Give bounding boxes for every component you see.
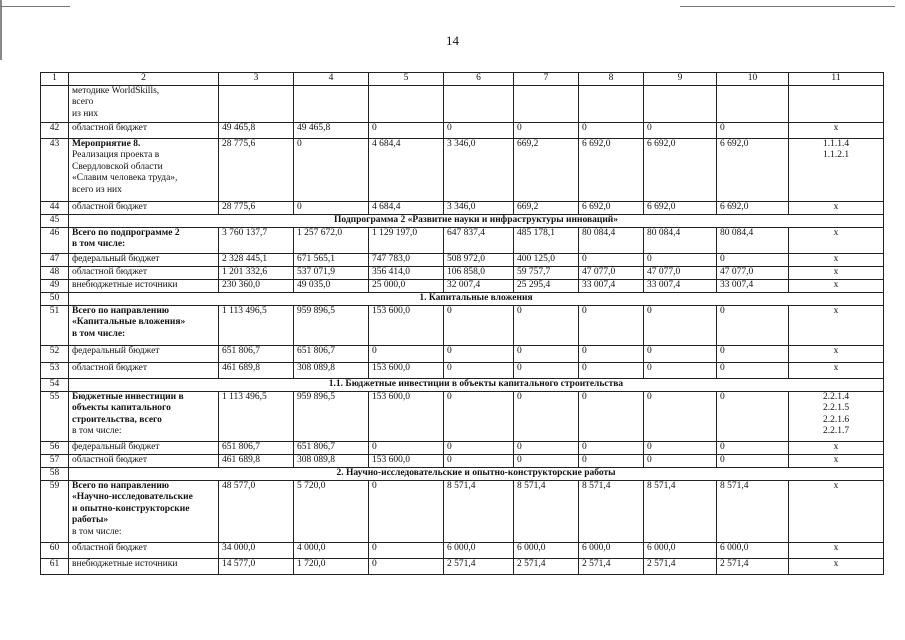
value-cell: 669,2 [514, 201, 579, 214]
row-label [69, 305, 219, 345]
value-cell: 47 077,0 [717, 266, 789, 279]
table-row [41, 480, 884, 542]
value-cell: 0 [444, 441, 514, 454]
value-cell: 0 [579, 441, 644, 454]
budget-table [40, 72, 884, 575]
value-cell [219, 85, 294, 122]
value-cell: 47 077,0 [579, 266, 644, 279]
row-number: 55 [41, 391, 69, 441]
row-number: 60 [41, 542, 69, 558]
value-cell: 49 465,8 [219, 122, 294, 138]
value-cell: 0 [514, 454, 579, 467]
row-label [69, 122, 219, 138]
value-cell: 0 [579, 122, 644, 138]
value-cell: 153 600,0 [369, 362, 444, 378]
value-cell: 0 [644, 441, 717, 454]
cell-line: областной бюджет [72, 266, 148, 277]
value-cell: 4 684,4 [369, 138, 444, 201]
header-row [41, 73, 884, 86]
value-cell: 0 [717, 362, 789, 378]
row-number: 53 [41, 362, 69, 378]
code-cell [789, 542, 884, 558]
row-number: 46 [41, 227, 69, 253]
row-number: 51 [41, 305, 69, 345]
value-cell: 3 346,0 [444, 201, 514, 214]
value-cell: 3 346,0 [444, 138, 514, 201]
row-number: 54 [41, 378, 69, 391]
value-cell: 400 125,0 [514, 253, 579, 266]
value-cell [644, 85, 717, 122]
value-cell: 1 720,0 [294, 558, 369, 574]
code-cell [789, 253, 884, 266]
value-cell: 0 [514, 305, 579, 345]
row-number: 44 [41, 201, 69, 214]
value-cell: 0 [579, 362, 644, 378]
page-number: 14 [446, 33, 459, 48]
value-cell: 0 [579, 454, 644, 467]
cell-line: 2.2.1.4 [822, 391, 850, 402]
value-cell: 230 360,0 [219, 279, 294, 292]
table-row [41, 253, 884, 266]
table-row [41, 85, 884, 122]
value-cell: 8 571,4 [717, 480, 789, 542]
value-cell: 651 806,7 [219, 441, 294, 454]
row-label [69, 454, 219, 467]
value-cell [514, 85, 579, 122]
section-row [41, 378, 884, 391]
table-row [41, 441, 884, 454]
cell-line: областной бюджет [72, 542, 148, 553]
value-cell: 2 571,4 [579, 558, 644, 574]
value-cell: 28 775,6 [219, 138, 294, 201]
value-cell: 1 257 672,0 [294, 227, 369, 253]
value-cell: 6 692,0 [644, 201, 717, 214]
row-number: 58 [41, 467, 69, 480]
value-cell: 0 [514, 122, 579, 138]
row-number: 47 [41, 253, 69, 266]
cell-line: «Капитальные вложения» [72, 317, 186, 327]
row-label [69, 227, 219, 253]
table-row [41, 305, 884, 345]
code-cell [789, 227, 884, 253]
value-cell [444, 85, 514, 122]
value-cell: 5 720,0 [294, 480, 369, 542]
value-cell: 356 414,0 [369, 266, 444, 279]
cell-line: областной бюджет [72, 454, 148, 465]
section-title: 2. Научно-исследовательские и опытно-конструкторские работы [69, 467, 884, 480]
value-cell [579, 85, 644, 122]
cell-line: x [833, 362, 839, 373]
value-cell: 153 600,0 [369, 391, 444, 441]
table-row [41, 266, 884, 279]
row-label [69, 85, 219, 122]
value-cell: 0 [444, 345, 514, 362]
row-number: 59 [41, 480, 69, 542]
row-number: 42 [41, 122, 69, 138]
row-label [69, 542, 219, 558]
value-cell: 647 837,4 [444, 227, 514, 253]
value-cell: 0 [717, 122, 789, 138]
cell-line: федеральный бюджет [72, 253, 160, 264]
value-cell: 0 [644, 454, 717, 467]
scan-edge-mark [0, 0, 2, 60]
value-cell: 2 571,4 [644, 558, 717, 574]
value-cell: 0 [444, 391, 514, 441]
cell-line: x [833, 454, 839, 465]
value-cell: 537 071,9 [294, 266, 369, 279]
cell-line: Всего по направлению [72, 305, 170, 316]
value-cell: 671 565,1 [294, 253, 369, 266]
value-cell: 80 084,4 [579, 227, 644, 253]
value-cell: 25 295,4 [514, 279, 579, 292]
value-cell: 14 577,0 [219, 558, 294, 574]
table-row [41, 345, 884, 362]
row-label [69, 480, 219, 542]
table-row [41, 122, 884, 138]
row-number [41, 85, 69, 122]
row-label [69, 266, 219, 279]
value-cell: 0 [579, 391, 644, 441]
value-cell: 651 806,7 [294, 441, 369, 454]
row-label [69, 441, 219, 454]
cell-line: «Научно-исследовательские [72, 492, 193, 502]
cell-line: x [833, 305, 839, 316]
cell-line: «Славим человека труда», [72, 173, 178, 183]
section-row [41, 467, 884, 480]
value-cell: 0 [369, 345, 444, 362]
cell-line: 2.2.1.6 [822, 414, 850, 425]
value-cell: 959 896,5 [294, 305, 369, 345]
value-cell: 485 178,1 [514, 227, 579, 253]
value-cell: 8 571,4 [644, 480, 717, 542]
value-cell: 1 129 197,0 [369, 227, 444, 253]
cell-line: из них [72, 108, 99, 119]
value-cell: 6 692,0 [644, 138, 717, 201]
value-cell: 0 [717, 454, 789, 467]
cell-line: в том числе: [72, 426, 122, 436]
row-number: 61 [41, 558, 69, 574]
value-cell: 0 [579, 345, 644, 362]
code-cell [789, 454, 884, 467]
value-cell: 2 328 445,1 [219, 253, 294, 266]
value-cell: 747 783,0 [369, 253, 444, 266]
value-cell: 33 007,4 [644, 279, 717, 292]
value-cell: 6 692,0 [717, 201, 789, 214]
table-row [41, 542, 884, 558]
row-label [69, 391, 219, 441]
cell-line: областной бюджет [72, 201, 148, 212]
cell-line: Всего по направлению [72, 480, 170, 491]
column-header: 1 [41, 73, 69, 86]
cell-line: федеральный бюджет [72, 345, 160, 356]
value-cell: 0 [369, 441, 444, 454]
value-cell: 0 [579, 305, 644, 345]
code-cell [789, 266, 884, 279]
scan-top-line-right [680, 6, 895, 7]
column-header: 6 [444, 73, 514, 86]
row-number: 57 [41, 454, 69, 467]
value-cell: 8 571,4 [514, 480, 579, 542]
value-cell: 2 571,4 [514, 558, 579, 574]
value-cell: 651 806,7 [294, 345, 369, 362]
value-cell: 0 [644, 345, 717, 362]
value-cell: 0 [644, 362, 717, 378]
cell-line: x [833, 345, 839, 356]
cell-line: x [833, 201, 839, 212]
value-cell: 0 [514, 441, 579, 454]
cell-line: x [833, 122, 839, 133]
code-cell [789, 138, 884, 201]
value-cell: 0 [644, 253, 717, 266]
cell-line: в том числе: [72, 526, 122, 537]
value-cell: 1 201 332,6 [219, 266, 294, 279]
value-cell [294, 85, 369, 122]
value-cell: 4 000,0 [294, 542, 369, 558]
code-cell [789, 85, 884, 122]
code-cell [789, 345, 884, 362]
value-cell: 0 [717, 391, 789, 441]
row-label [69, 138, 219, 201]
row-number: 52 [41, 345, 69, 362]
value-cell: 0 [717, 253, 789, 266]
column-header: 2 [69, 73, 219, 86]
scan-top-line-left [0, 6, 70, 7]
cell-line: x [833, 542, 839, 553]
value-cell: 80 084,4 [717, 227, 789, 253]
value-cell: 25 000,0 [369, 279, 444, 292]
value-cell: 0 [444, 454, 514, 467]
value-cell: 0 [369, 542, 444, 558]
value-cell: 0 [717, 441, 789, 454]
table-row [41, 362, 884, 378]
code-cell [789, 305, 884, 345]
cell-line: Мероприятие 8. [72, 138, 141, 149]
value-cell: 33 007,4 [717, 279, 789, 292]
value-cell: 49 035,0 [294, 279, 369, 292]
code-cell [789, 279, 884, 292]
table-row [41, 138, 884, 201]
row-label [69, 558, 219, 574]
value-cell: 308 089,8 [294, 454, 369, 467]
value-cell: 0 [717, 345, 789, 362]
value-cell: 3 760 137,7 [219, 227, 294, 253]
column-header: 5 [369, 73, 444, 86]
value-cell: 48 577,0 [219, 480, 294, 542]
value-cell: 49 465,8 [294, 122, 369, 138]
cell-line: внебюджетные источники [72, 558, 178, 569]
column-header: 11 [789, 73, 884, 86]
value-cell: 4 684,4 [369, 201, 444, 214]
code-cell [789, 391, 884, 441]
cell-line: x [833, 441, 839, 452]
cell-line: x [833, 558, 839, 569]
value-cell: 0 [294, 201, 369, 214]
section-row [41, 214, 884, 227]
table-row [41, 454, 884, 467]
cell-line: методике WorldSkills, [72, 85, 160, 96]
cell-line: 2.2.1.7 [822, 426, 850, 436]
value-cell: 47 077,0 [644, 266, 717, 279]
value-cell: 6 000,0 [717, 542, 789, 558]
cell-line: x [833, 480, 839, 491]
cell-line: в том числе: [72, 239, 126, 249]
cell-line: всего [72, 97, 94, 107]
cell-line: 2.2.1.5 [822, 403, 850, 413]
cell-line: 1.1.1.4 [822, 138, 850, 149]
section-title: Подпрограмма 2 «Развитие науки и инфраструктуры инноваций» [69, 214, 884, 227]
value-cell [717, 85, 789, 122]
cell-line: Реализация проекта в [72, 150, 160, 160]
code-cell [789, 362, 884, 378]
cell-line: работы» [72, 515, 109, 525]
cell-line: Всего по подпрограмме 2 [72, 227, 180, 238]
value-cell: 0 [644, 305, 717, 345]
column-header: 9 [644, 73, 717, 86]
table-row [41, 279, 884, 292]
value-cell: 6 692,0 [579, 138, 644, 201]
cell-line: x [833, 266, 839, 277]
section-row [41, 292, 884, 305]
value-cell: 308 089,8 [294, 362, 369, 378]
cell-line: в том числе: [72, 328, 126, 339]
value-cell: 6 000,0 [514, 542, 579, 558]
cell-line: объекты капитального [72, 403, 171, 413]
value-cell: 461 689,8 [219, 454, 294, 467]
column-header: 3 [219, 73, 294, 86]
value-cell: 959 896,5 [294, 391, 369, 441]
value-cell: 508 972,0 [444, 253, 514, 266]
column-header: 4 [294, 73, 369, 86]
section-title: 1. Капитальные вложения [69, 292, 884, 305]
value-cell: 1 113 496,5 [219, 391, 294, 441]
value-cell: 651 806,7 [219, 345, 294, 362]
value-cell: 0 [444, 362, 514, 378]
value-cell: 6 692,0 [717, 138, 789, 201]
cell-line: всего из них [72, 184, 122, 195]
value-cell: 32 007,4 [444, 279, 514, 292]
table-row [41, 227, 884, 253]
value-cell: 2 571,4 [444, 558, 514, 574]
cell-line: x [833, 227, 839, 238]
value-cell: 669,2 [514, 138, 579, 201]
column-header: 7 [514, 73, 579, 86]
value-cell: 0 [294, 138, 369, 201]
row-label [69, 362, 219, 378]
value-cell: 0 [514, 345, 579, 362]
value-cell: 106 858,0 [444, 266, 514, 279]
column-header: 10 [717, 73, 789, 86]
value-cell: 28 775,6 [219, 201, 294, 214]
value-cell: 0 [444, 305, 514, 345]
row-label [69, 201, 219, 214]
row-label [69, 253, 219, 266]
table-row [41, 558, 884, 574]
cell-line: и опытно-конструкторские [72, 503, 190, 514]
column-header: 8 [579, 73, 644, 86]
table-row [41, 201, 884, 214]
code-cell [789, 201, 884, 214]
cell-line: x [833, 279, 839, 290]
cell-line: внебюджетные источники [72, 279, 178, 290]
value-cell: 6 000,0 [444, 542, 514, 558]
cell-line: Свердловской области [72, 161, 163, 172]
cell-line: 1.1.2.1 [822, 150, 850, 160]
value-cell: 0 [369, 480, 444, 542]
row-number: 43 [41, 138, 69, 201]
section-title: 1.1. Бюджетные инвестиции в объекты капитального строительства [69, 378, 884, 391]
code-cell [789, 122, 884, 138]
cell-line: Бюджетные инвестиции в [72, 391, 184, 402]
cell-line: x [833, 253, 839, 264]
code-cell [789, 441, 884, 454]
value-cell: 80 084,4 [644, 227, 717, 253]
value-cell: 6 000,0 [644, 542, 717, 558]
value-cell: 0 [369, 558, 444, 574]
value-cell: 34 000,0 [219, 542, 294, 558]
row-number: 49 [41, 279, 69, 292]
value-cell: 0 [579, 253, 644, 266]
value-cell: 0 [644, 122, 717, 138]
value-cell: 33 007,4 [579, 279, 644, 292]
cell-line: федеральный бюджет [72, 441, 160, 452]
row-label [69, 345, 219, 362]
row-number: 45 [41, 214, 69, 227]
cell-line: строительства, всего [72, 414, 162, 425]
value-cell: 461 689,8 [219, 362, 294, 378]
value-cell: 6 000,0 [579, 542, 644, 558]
value-cell: 0 [369, 122, 444, 138]
value-cell: 0 [514, 391, 579, 441]
cell-line: областной бюджет [72, 362, 148, 373]
code-cell [789, 558, 884, 574]
value-cell: 2 571,4 [717, 558, 789, 574]
value-cell: 8 571,4 [579, 480, 644, 542]
value-cell: 1 113 496,5 [219, 305, 294, 345]
value-cell: 6 692,0 [579, 201, 644, 214]
value-cell: 153 600,0 [369, 454, 444, 467]
value-cell: 0 [717, 305, 789, 345]
value-cell: 153 600,0 [369, 305, 444, 345]
row-label [69, 279, 219, 292]
value-cell: 0 [644, 391, 717, 441]
row-number: 56 [41, 441, 69, 454]
table-row [41, 391, 884, 441]
row-number: 48 [41, 266, 69, 279]
cell-line: областной бюджет [72, 122, 148, 133]
value-cell [369, 85, 444, 122]
row-number: 50 [41, 292, 69, 305]
code-cell [789, 480, 884, 542]
value-cell: 8 571,4 [444, 480, 514, 542]
value-cell: 0 [444, 122, 514, 138]
value-cell: 59 757,7 [514, 266, 579, 279]
value-cell: 0 [514, 362, 579, 378]
